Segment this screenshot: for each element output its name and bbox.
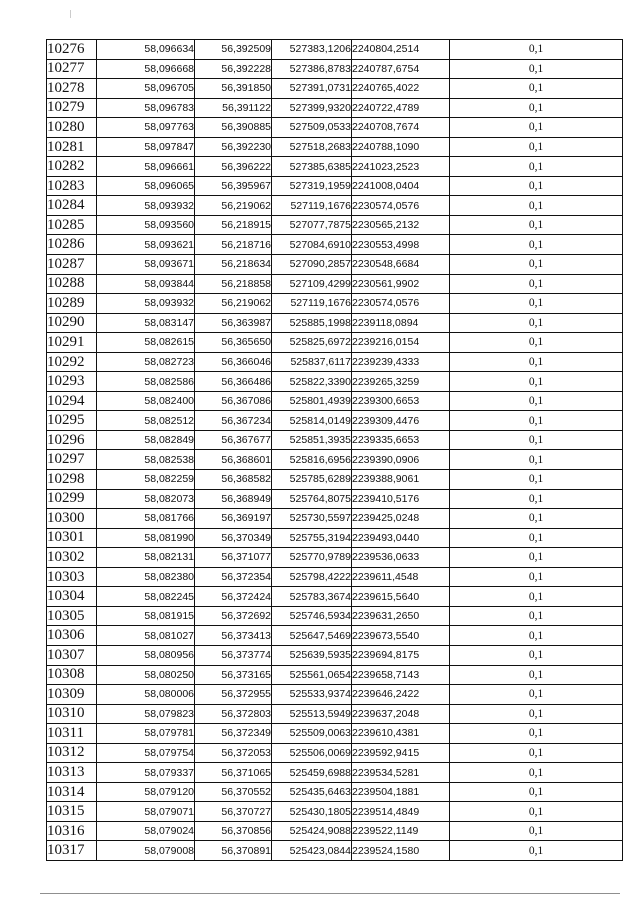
value-cell: 0,1	[450, 157, 623, 177]
y-coordinate-cell: 2239615,5640	[352, 587, 450, 607]
x-coordinate-cell: 525764,8075	[272, 489, 352, 509]
row-number: 10300	[47, 509, 97, 529]
row-number: 10276	[47, 40, 97, 60]
latitude-cell: 58,093844	[97, 274, 195, 294]
row-number: 10281	[47, 137, 97, 157]
y-coordinate-cell: 2239514,4849	[352, 802, 450, 822]
longitude-cell: 56,370891	[195, 841, 272, 861]
x-coordinate-cell: 527383,1206	[272, 40, 352, 60]
y-coordinate-cell: 2230548,6684	[352, 255, 450, 275]
latitude-cell: 58,081766	[97, 509, 195, 529]
longitude-cell: 56,395967	[195, 176, 272, 196]
table-row	[47, 391, 623, 411]
latitude-cell: 58,096668	[97, 59, 195, 79]
latitude-cell: 58,082849	[97, 430, 195, 450]
table-row	[47, 313, 623, 333]
table-row	[47, 137, 623, 157]
longitude-cell: 56,372354	[195, 567, 272, 587]
x-coordinate-cell: 525755,3194	[272, 528, 352, 548]
latitude-cell: 58,096661	[97, 157, 195, 177]
value-cell: 0,1	[450, 235, 623, 255]
table-row	[47, 567, 623, 587]
x-coordinate-cell: 525506,0069	[272, 743, 352, 763]
row-number: 10305	[47, 606, 97, 626]
y-coordinate-cell: 2239239,4333	[352, 352, 450, 372]
value-cell: 0,1	[450, 606, 623, 626]
y-coordinate-cell: 2240787,6754	[352, 59, 450, 79]
y-coordinate-cell: 2239673,5540	[352, 626, 450, 646]
row-number: 10280	[47, 118, 97, 138]
x-coordinate-cell: 525822,3390	[272, 372, 352, 392]
table-body	[47, 40, 623, 861]
longitude-cell: 56,372692	[195, 606, 272, 626]
row-number: 10302	[47, 548, 97, 568]
y-coordinate-cell: 2240804,2514	[352, 40, 450, 60]
table-row	[47, 782, 623, 802]
value-cell: 0,1	[450, 59, 623, 79]
y-coordinate-cell: 2239631,2650	[352, 606, 450, 626]
value-cell: 0,1	[450, 645, 623, 665]
x-coordinate-cell: 525770,9789	[272, 548, 352, 568]
row-number: 10282	[47, 157, 97, 177]
latitude-cell: 58,081990	[97, 528, 195, 548]
y-coordinate-cell: 2239388,9061	[352, 470, 450, 490]
y-coordinate-cell: 2239504,1881	[352, 782, 450, 802]
y-coordinate-cell: 2239300,6653	[352, 391, 450, 411]
y-coordinate-cell: 2230574,0576	[352, 294, 450, 314]
x-coordinate-cell: 525783,3674	[272, 587, 352, 607]
value-cell: 0,1	[450, 98, 623, 118]
value-cell: 0,1	[450, 333, 623, 353]
table-row	[47, 606, 623, 626]
longitude-cell: 56,370856	[195, 821, 272, 841]
value-cell: 0,1	[450, 665, 623, 685]
y-coordinate-cell: 2240765,4022	[352, 79, 450, 99]
table-row	[47, 821, 623, 841]
longitude-cell: 56,370349	[195, 528, 272, 548]
latitude-cell: 58,080250	[97, 665, 195, 685]
row-number: 10284	[47, 196, 97, 216]
value-cell: 0,1	[450, 743, 623, 763]
table-row	[47, 509, 623, 529]
y-coordinate-cell: 2239522,1149	[352, 821, 450, 841]
table-row	[47, 645, 623, 665]
longitude-cell: 56,218858	[195, 274, 272, 294]
x-coordinate-cell: 527109,4299	[272, 274, 352, 294]
row-number: 10315	[47, 802, 97, 822]
x-coordinate-cell: 527518,2683	[272, 137, 352, 157]
y-coordinate-cell: 2241023,2523	[352, 157, 450, 177]
longitude-cell: 56,392230	[195, 137, 272, 157]
latitude-cell: 58,079071	[97, 802, 195, 822]
y-coordinate-cell: 2239493,0440	[352, 528, 450, 548]
latitude-cell: 58,097847	[97, 137, 195, 157]
longitude-cell: 56,219062	[195, 294, 272, 314]
y-coordinate-cell: 2239335,6653	[352, 430, 450, 450]
longitude-cell: 56,367086	[195, 391, 272, 411]
table-row	[47, 411, 623, 431]
table-row	[47, 587, 623, 607]
row-number: 10301	[47, 528, 97, 548]
longitude-cell: 56,372955	[195, 685, 272, 705]
row-number: 10296	[47, 430, 97, 450]
longitude-cell: 56,392509	[195, 40, 272, 60]
longitude-cell: 56,218915	[195, 215, 272, 235]
value-cell: 0,1	[450, 841, 623, 861]
table-row	[47, 235, 623, 255]
longitude-cell: 56,368582	[195, 470, 272, 490]
longitude-cell: 56,371065	[195, 763, 272, 783]
longitude-cell: 56,366046	[195, 352, 272, 372]
table-row	[47, 196, 623, 216]
row-number: 10277	[47, 59, 97, 79]
row-number: 10316	[47, 821, 97, 841]
longitude-cell: 56,373165	[195, 665, 272, 685]
y-coordinate-cell: 2239694,8175	[352, 645, 450, 665]
value-cell: 0,1	[450, 587, 623, 607]
latitude-cell: 58,081027	[97, 626, 195, 646]
longitude-cell: 56,373413	[195, 626, 272, 646]
latitude-cell: 58,079120	[97, 782, 195, 802]
x-coordinate-cell: 527509,0533	[272, 118, 352, 138]
row-number: 10303	[47, 567, 97, 587]
longitude-cell: 56,391122	[195, 98, 272, 118]
x-coordinate-cell: 525746,5934	[272, 606, 352, 626]
row-number: 10307	[47, 645, 97, 665]
x-coordinate-cell: 527077,7875	[272, 215, 352, 235]
table-row	[47, 626, 623, 646]
page-bottom-rule	[40, 893, 620, 894]
row-number: 10289	[47, 294, 97, 314]
latitude-cell: 58,082538	[97, 450, 195, 470]
value-cell: 0,1	[450, 567, 623, 587]
value-cell: 0,1	[450, 79, 623, 99]
value-cell: 0,1	[450, 470, 623, 490]
row-number: 10304	[47, 587, 97, 607]
latitude-cell: 58,093932	[97, 294, 195, 314]
row-number: 10279	[47, 98, 97, 118]
table-row	[47, 470, 623, 490]
latitude-cell: 58,082245	[97, 587, 195, 607]
latitude-cell: 58,082259	[97, 470, 195, 490]
row-number: 10293	[47, 372, 97, 392]
value-cell: 0,1	[450, 313, 623, 333]
latitude-cell: 58,079337	[97, 763, 195, 783]
x-coordinate-cell: 527386,8783	[272, 59, 352, 79]
x-coordinate-cell: 525851,3935	[272, 430, 352, 450]
table-row	[47, 294, 623, 314]
x-coordinate-cell: 525816,6956	[272, 450, 352, 470]
longitude-cell: 56,370552	[195, 782, 272, 802]
y-coordinate-cell: 2239390,0906	[352, 450, 450, 470]
x-coordinate-cell: 525430,1805	[272, 802, 352, 822]
x-coordinate-cell: 527119,1676	[272, 196, 352, 216]
latitude-cell: 58,082131	[97, 548, 195, 568]
x-coordinate-cell: 525639,5935	[272, 645, 352, 665]
y-coordinate-cell: 2230553,4998	[352, 235, 450, 255]
y-coordinate-cell: 2239658,7143	[352, 665, 450, 685]
table-row	[47, 255, 623, 275]
latitude-cell: 58,093560	[97, 215, 195, 235]
y-coordinate-cell: 2239216,0154	[352, 333, 450, 353]
table-row	[47, 215, 623, 235]
y-coordinate-cell: 2240722,4789	[352, 98, 450, 118]
latitude-cell: 58,096705	[97, 79, 195, 99]
x-coordinate-cell: 525509,0063	[272, 724, 352, 744]
latitude-cell: 58,079781	[97, 724, 195, 744]
row-number: 10286	[47, 235, 97, 255]
value-cell: 0,1	[450, 763, 623, 783]
x-coordinate-cell: 525801,4939	[272, 391, 352, 411]
x-coordinate-cell: 525459,6988	[272, 763, 352, 783]
table-row	[47, 333, 623, 353]
longitude-cell: 56,366486	[195, 372, 272, 392]
y-coordinate-cell: 2240788,1090	[352, 137, 450, 157]
x-coordinate-cell: 527319,1959	[272, 176, 352, 196]
longitude-cell: 56,368949	[195, 489, 272, 509]
longitude-cell: 56,373774	[195, 645, 272, 665]
value-cell: 0,1	[450, 215, 623, 235]
value-cell: 0,1	[450, 548, 623, 568]
row-number: 10314	[47, 782, 97, 802]
value-cell: 0,1	[450, 528, 623, 548]
x-coordinate-cell: 525814,0149	[272, 411, 352, 431]
table-row	[47, 704, 623, 724]
y-coordinate-cell: 2239637,2048	[352, 704, 450, 724]
y-coordinate-cell: 2239425,0248	[352, 509, 450, 529]
table-row	[47, 548, 623, 568]
latitude-cell: 58,080006	[97, 685, 195, 705]
latitude-cell: 58,082400	[97, 391, 195, 411]
table-row	[47, 450, 623, 470]
latitude-cell: 58,097763	[97, 118, 195, 138]
y-coordinate-cell: 2239534,5281	[352, 763, 450, 783]
latitude-cell: 58,082512	[97, 411, 195, 431]
longitude-cell: 56,218716	[195, 235, 272, 255]
table-row	[47, 763, 623, 783]
table-row	[47, 176, 623, 196]
latitude-cell: 58,096634	[97, 40, 195, 60]
x-coordinate-cell: 525798,4222	[272, 567, 352, 587]
table-row	[47, 40, 623, 60]
y-coordinate-cell: 2239309,4476	[352, 411, 450, 431]
value-cell: 0,1	[450, 704, 623, 724]
value-cell: 0,1	[450, 802, 623, 822]
x-coordinate-cell: 525424,9088	[272, 821, 352, 841]
table-row	[47, 59, 623, 79]
row-number: 10310	[47, 704, 97, 724]
value-cell: 0,1	[450, 196, 623, 216]
value-cell: 0,1	[450, 372, 623, 392]
table-row	[47, 743, 623, 763]
x-coordinate-cell: 527399,9320	[272, 98, 352, 118]
latitude-cell: 58,083147	[97, 313, 195, 333]
x-coordinate-cell: 525730,5597	[272, 509, 352, 529]
table-row	[47, 118, 623, 138]
longitude-cell: 56,372349	[195, 724, 272, 744]
row-number: 10287	[47, 255, 97, 275]
table-row	[47, 528, 623, 548]
y-coordinate-cell: 2240708,7674	[352, 118, 450, 138]
row-number: 10290	[47, 313, 97, 333]
table-row	[47, 802, 623, 822]
longitude-cell: 56,372424	[195, 587, 272, 607]
y-coordinate-cell: 2239592,9415	[352, 743, 450, 763]
value-cell: 0,1	[450, 489, 623, 509]
value-cell: 0,1	[450, 352, 623, 372]
value-cell: 0,1	[450, 137, 623, 157]
row-number: 10285	[47, 215, 97, 235]
row-number: 10294	[47, 391, 97, 411]
value-cell: 0,1	[450, 274, 623, 294]
x-coordinate-cell: 527090,2857	[272, 255, 352, 275]
x-coordinate-cell: 527119,1676	[272, 294, 352, 314]
value-cell: 0,1	[450, 411, 623, 431]
y-coordinate-cell: 2230565,2132	[352, 215, 450, 235]
latitude-cell: 58,079754	[97, 743, 195, 763]
latitude-cell: 58,082380	[97, 567, 195, 587]
row-number: 10299	[47, 489, 97, 509]
row-number: 10288	[47, 274, 97, 294]
table-row	[47, 724, 623, 744]
y-coordinate-cell: 2239646,2422	[352, 685, 450, 705]
longitude-cell: 56,219062	[195, 196, 272, 216]
y-coordinate-cell: 2239610,4381	[352, 724, 450, 744]
y-coordinate-cell: 2241008,0404	[352, 176, 450, 196]
value-cell: 0,1	[450, 430, 623, 450]
longitude-cell: 56,371077	[195, 548, 272, 568]
longitude-cell: 56,367677	[195, 430, 272, 450]
latitude-cell: 58,082723	[97, 352, 195, 372]
row-number: 10295	[47, 411, 97, 431]
latitude-cell: 58,093671	[97, 255, 195, 275]
latitude-cell: 58,096065	[97, 176, 195, 196]
x-coordinate-cell: 525533,9374	[272, 685, 352, 705]
longitude-cell: 56,368601	[195, 450, 272, 470]
latitude-cell: 58,082586	[97, 372, 195, 392]
scan-artifact	[70, 10, 71, 18]
x-coordinate-cell: 527385,6385	[272, 157, 352, 177]
row-number: 10317	[47, 841, 97, 861]
row-number: 10283	[47, 176, 97, 196]
latitude-cell: 58,081915	[97, 606, 195, 626]
coordinates-table	[46, 39, 623, 861]
row-number: 10291	[47, 333, 97, 353]
latitude-cell: 58,079024	[97, 821, 195, 841]
longitude-cell: 56,391850	[195, 79, 272, 99]
value-cell: 0,1	[450, 255, 623, 275]
table-row	[47, 489, 623, 509]
x-coordinate-cell: 525785,6289	[272, 470, 352, 490]
latitude-cell: 58,079823	[97, 704, 195, 724]
value-cell: 0,1	[450, 685, 623, 705]
row-number: 10278	[47, 79, 97, 99]
longitude-cell: 56,367234	[195, 411, 272, 431]
row-number: 10297	[47, 450, 97, 470]
y-coordinate-cell: 2239118,0894	[352, 313, 450, 333]
y-coordinate-cell: 2230574,0576	[352, 196, 450, 216]
y-coordinate-cell: 2239265,3259	[352, 372, 450, 392]
value-cell: 0,1	[450, 176, 623, 196]
table-row	[47, 274, 623, 294]
x-coordinate-cell: 525825,6972	[272, 333, 352, 353]
x-coordinate-cell: 525435,6463	[272, 782, 352, 802]
row-number: 10312	[47, 743, 97, 763]
table-row	[47, 430, 623, 450]
longitude-cell: 56,365650	[195, 333, 272, 353]
value-cell: 0,1	[450, 40, 623, 60]
longitude-cell: 56,372053	[195, 743, 272, 763]
value-cell: 0,1	[450, 782, 623, 802]
y-coordinate-cell: 2230561,9902	[352, 274, 450, 294]
table-row	[47, 98, 623, 118]
longitude-cell: 56,390885	[195, 118, 272, 138]
row-number: 10306	[47, 626, 97, 646]
latitude-cell: 58,079008	[97, 841, 195, 861]
longitude-cell: 56,218634	[195, 255, 272, 275]
table-row	[47, 352, 623, 372]
x-coordinate-cell: 527084,6910	[272, 235, 352, 255]
value-cell: 0,1	[450, 294, 623, 314]
latitude-cell: 58,096783	[97, 98, 195, 118]
table-row	[47, 665, 623, 685]
value-cell: 0,1	[450, 821, 623, 841]
x-coordinate-cell: 527391,0731	[272, 79, 352, 99]
y-coordinate-cell: 2239410,5176	[352, 489, 450, 509]
value-cell: 0,1	[450, 626, 623, 646]
latitude-cell: 58,093932	[97, 196, 195, 216]
table-row	[47, 685, 623, 705]
row-number: 10292	[47, 352, 97, 372]
row-number: 10313	[47, 763, 97, 783]
value-cell: 0,1	[450, 509, 623, 529]
table-row	[47, 841, 623, 861]
table-row	[47, 372, 623, 392]
x-coordinate-cell: 525885,1998	[272, 313, 352, 333]
longitude-cell: 56,372803	[195, 704, 272, 724]
value-cell: 0,1	[450, 450, 623, 470]
x-coordinate-cell: 525513,5949	[272, 704, 352, 724]
value-cell: 0,1	[450, 391, 623, 411]
row-number: 10311	[47, 724, 97, 744]
latitude-cell: 58,082073	[97, 489, 195, 509]
latitude-cell: 58,080956	[97, 645, 195, 665]
x-coordinate-cell: 525561,0654	[272, 665, 352, 685]
latitude-cell: 58,082615	[97, 333, 195, 353]
x-coordinate-cell: 525647,5469	[272, 626, 352, 646]
row-number: 10309	[47, 685, 97, 705]
x-coordinate-cell: 525423,0844	[272, 841, 352, 861]
longitude-cell: 56,392228	[195, 59, 272, 79]
value-cell: 0,1	[450, 118, 623, 138]
value-cell: 0,1	[450, 724, 623, 744]
table-row	[47, 157, 623, 177]
row-number: 10298	[47, 470, 97, 490]
longitude-cell: 56,396222	[195, 157, 272, 177]
y-coordinate-cell: 2239524,1580	[352, 841, 450, 861]
longitude-cell: 56,370727	[195, 802, 272, 822]
row-number: 10308	[47, 665, 97, 685]
longitude-cell: 56,363987	[195, 313, 272, 333]
latitude-cell: 58,093621	[97, 235, 195, 255]
x-coordinate-cell: 525837,6117	[272, 352, 352, 372]
y-coordinate-cell: 2239536,0633	[352, 548, 450, 568]
y-coordinate-cell: 2239611,4548	[352, 567, 450, 587]
longitude-cell: 56,369197	[195, 509, 272, 529]
table-row	[47, 79, 623, 99]
